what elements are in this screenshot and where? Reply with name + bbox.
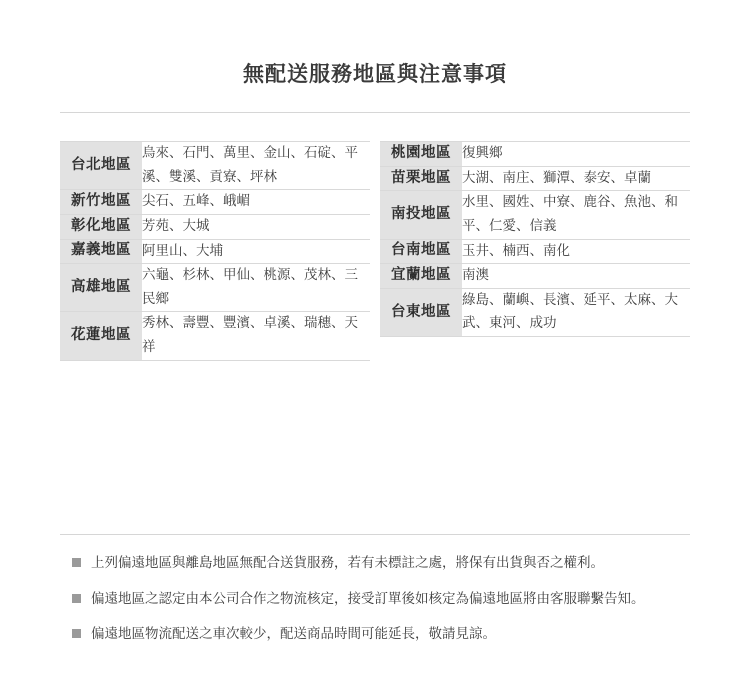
table-row (380, 288, 690, 336)
region-areas: 芳苑、大城 (142, 214, 370, 239)
table-row (380, 142, 690, 167)
region-label: 台東地區 (380, 288, 462, 336)
region-areas: 復興鄉 (462, 142, 690, 167)
region-label: 苗栗地區 (380, 166, 462, 191)
region-label: 南投地區 (380, 191, 462, 239)
notes-section (60, 534, 690, 646)
title-divider (60, 112, 690, 113)
square-bullet-icon (72, 558, 81, 567)
region-areas: 南澳 (462, 264, 690, 289)
table-row (60, 142, 370, 190)
page-title: 無配送服務地區與注意事項 (243, 62, 507, 86)
region-areas: 玉井、楠西、南化 (462, 239, 690, 264)
region-areas: 尖石、五峰、峨嵋 (142, 190, 370, 215)
table-row (60, 190, 370, 215)
list-item (72, 553, 690, 575)
region-column-left (60, 141, 370, 361)
table-row (60, 312, 370, 360)
region-label: 高雄地區 (60, 264, 142, 312)
region-columns (60, 141, 690, 361)
table-row (60, 264, 370, 312)
region-areas: 水里、國姓、中寮、鹿谷、魚池、和平、仁愛、信義 (462, 191, 690, 239)
table-row (380, 166, 690, 191)
note-text: 上列偏遠地區與離島地區無配合送貨服務，若有未標註之處，將保有出貨與否之權利。 (91, 555, 604, 572)
region-areas: 阿里山、大埔 (142, 239, 370, 264)
notes-divider (60, 534, 690, 535)
region-label: 桃園地區 (380, 142, 462, 167)
square-bullet-icon (72, 594, 81, 603)
list-item (72, 624, 690, 646)
list-item (72, 589, 690, 611)
region-label: 嘉義地區 (60, 239, 142, 264)
note-text: 偏遠地區之認定由本公司合作之物流核定，接受訂單後如核定為偏遠地區將由客服聯繫告知。 (91, 590, 645, 607)
table-row (380, 264, 690, 289)
region-label: 花蓮地區 (60, 312, 142, 360)
region-areas: 秀林、壽豐、豐濱、卓溪、瑞穗、天祥 (142, 312, 370, 360)
note-text: 偏遠地區物流配送之車次較少，配送商品時間可能延長，敬請見諒。 (91, 626, 496, 643)
region-label: 彰化地區 (60, 214, 142, 239)
region-areas: 綠島、蘭嶼、長濱、延平、太麻、大武、東河、成功 (462, 288, 690, 336)
region-label: 宜蘭地區 (380, 264, 462, 289)
table-row (60, 214, 370, 239)
table-row (380, 191, 690, 239)
region-label: 台南地區 (380, 239, 462, 264)
region-areas: 六龜、杉林、甲仙、桃源、茂林、三民鄉 (142, 264, 370, 312)
table-row (380, 239, 690, 264)
region-label: 台北地區 (60, 142, 142, 190)
region-areas: 大湖、南庄、獅潭、泰安、卓蘭 (462, 166, 690, 191)
region-table-right (380, 141, 690, 337)
region-column-right (380, 141, 690, 337)
region-label: 新竹地區 (60, 190, 142, 215)
square-bullet-icon (72, 629, 81, 638)
region-areas: 烏來、石門、萬里、金山、石碇、平溪、雙溪、貢寮、坪林 (142, 142, 370, 190)
region-table-left (60, 141, 370, 361)
table-row (60, 239, 370, 264)
